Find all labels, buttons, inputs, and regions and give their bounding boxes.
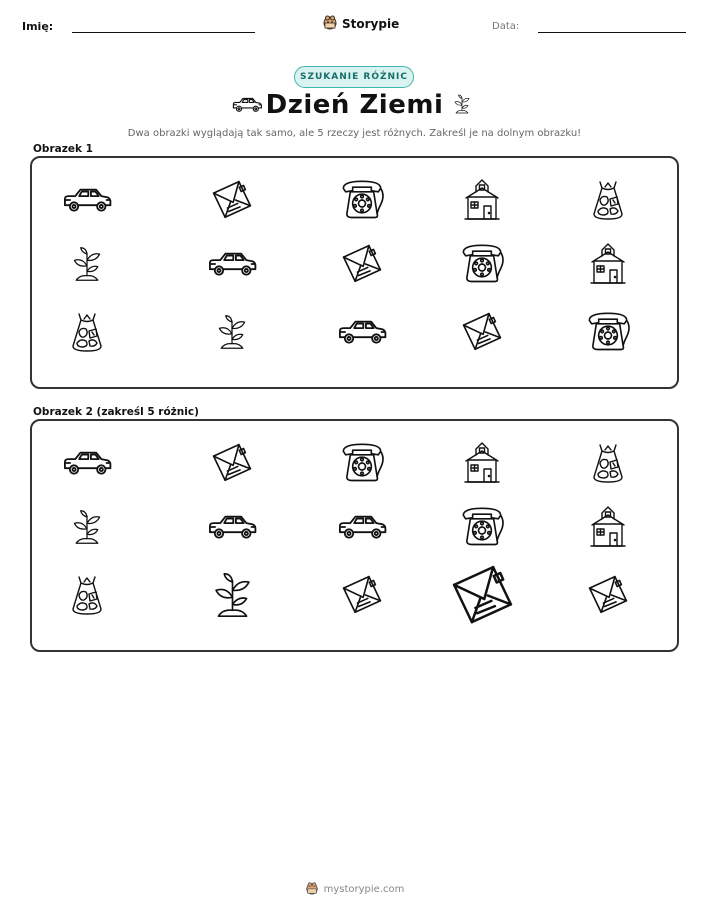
sprout-icon[interactable] [69,504,105,550]
sprout-icon [69,241,105,287]
pie-mascot-icon [305,881,319,898]
telephone-icon [338,179,386,221]
telephone-icon[interactable] [458,506,506,548]
recycling-bag-icon[interactable] [588,439,628,487]
school-icon[interactable] [588,503,628,551]
envelope-icon [456,309,508,355]
envelope-icon[interactable] [582,572,634,618]
picture2-label: Obrazek 2 (zakreśl 5 różnic) [33,406,199,418]
worksheet-type-badge: SZUKANIE RÓŻNIC [294,66,414,88]
picture1-panel [30,156,679,389]
telephone-icon[interactable] [338,442,386,484]
sprout-icon[interactable] [209,565,256,625]
name-label: Imię: [22,20,54,33]
envelope-icon [336,241,388,287]
recycling-bag-icon [588,176,628,224]
school-icon [462,176,502,224]
car-icon[interactable] [336,511,388,543]
brand-logo [322,14,399,33]
envelope-icon[interactable] [206,440,258,486]
envelope-icon[interactable] [336,572,388,618]
brand-name: Storypie [342,16,400,31]
footer [0,881,709,898]
picture2-panel[interactable] [30,419,679,652]
sprout-icon [214,309,250,355]
recycling-bag-icon[interactable] [67,571,107,619]
car-icon[interactable] [206,511,258,543]
page-title: Dzień Ziemi [265,90,444,120]
date-label: Data: [492,21,520,32]
envelope-icon [206,177,258,223]
car-icon [206,248,258,280]
telephone-icon [458,243,506,285]
recycling-bag-icon [67,308,107,356]
car-icon [61,184,113,216]
picture1-label: Obrazek 1 [33,143,93,155]
school-icon[interactable] [462,439,502,487]
footer-site: mystorypie.com [323,884,405,895]
pie-mascot-icon [322,14,338,33]
car-icon[interactable] [61,447,113,479]
title-sprout-icon [452,93,472,119]
date-line[interactable] [538,32,686,33]
telephone-icon [584,311,632,353]
school-icon [588,240,628,288]
name-line[interactable] [72,32,255,33]
car-icon [336,316,388,348]
instructions: Dwa obrazki wyglądają tak samo, ale 5 rzeczy jest różnych. Zakreśl je na dolnym obrazku! [127,128,582,139]
envelope-icon[interactable] [442,560,523,631]
